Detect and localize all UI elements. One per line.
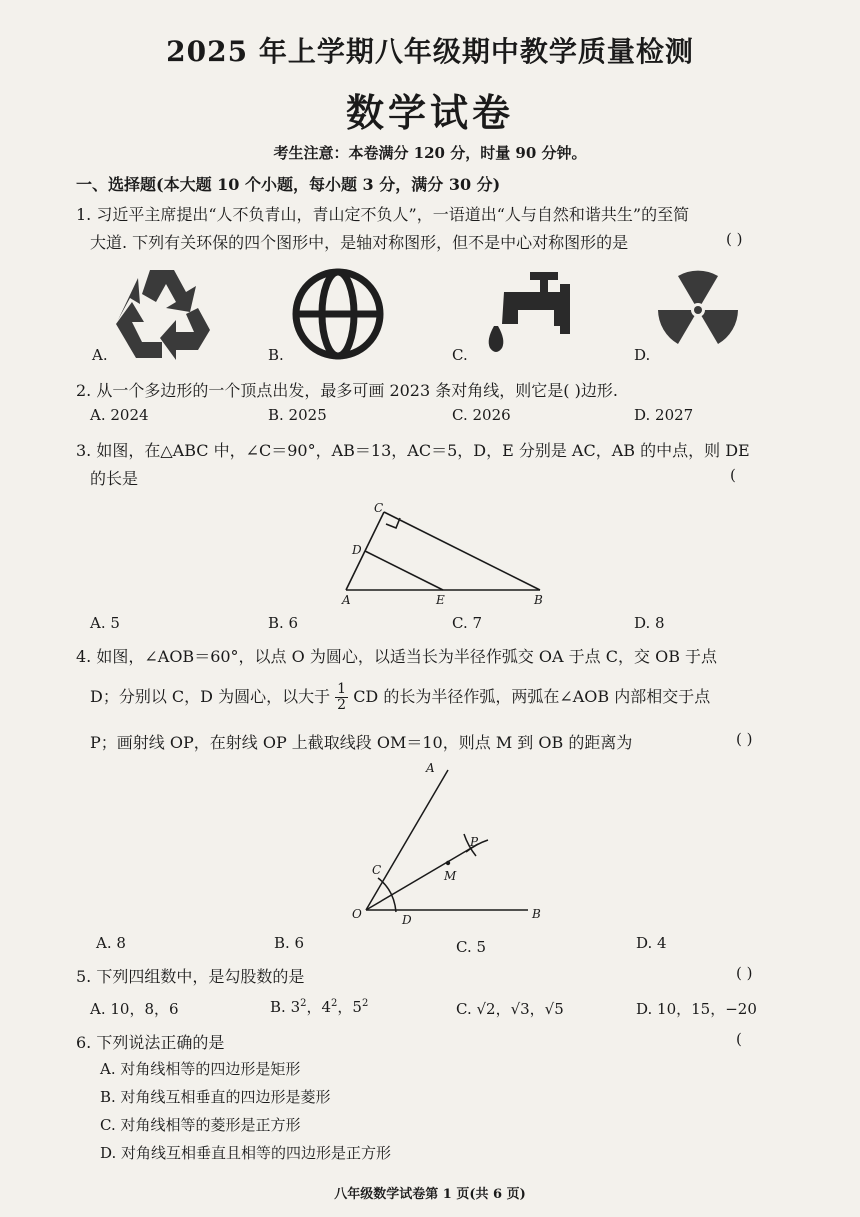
section-heading: 一、选择题(本大题 10 个小题，每小题 3 分，满分 30 分) — [76, 175, 501, 194]
exam-notice: 考生注意：本卷满分 120 分，时量 90 分钟。 — [273, 144, 587, 162]
angle-bisector-figure — [344, 760, 554, 930]
recycle-icon — [110, 262, 215, 362]
q4-option-d: D. 4 — [636, 934, 667, 952]
q2-stem: 2. 从一个多边形的一个顶点出发，最多可画 2023 条对角线，则它是( )边形. — [76, 381, 618, 400]
fraction-denominator: 2 — [337, 697, 347, 713]
q3-line1: 3. 如图，在△ABC 中，∠C＝90°，AB＝13，AC＝5，D，E 分别是 AC，AB 的中点，则 DE — [76, 441, 750, 460]
label-a: A — [426, 761, 435, 775]
q6-option-d: D. 对角线互相垂直且相等的四边形是正方形 — [100, 1144, 392, 1162]
q6-answer-paren: ( — [736, 1030, 742, 1048]
q3-option-d: D. 8 — [634, 614, 665, 632]
triangle-abc-figure — [336, 498, 556, 608]
exam-title: 2025 年上学期八年级期中教学质量检测 — [166, 35, 694, 68]
q2-option-b: B. 2025 — [268, 406, 327, 424]
q5-option-b-exp2: 2 — [331, 998, 338, 1009]
q6-option-a: A. 对角线相等的四边形是矩形 — [100, 1060, 301, 1078]
q6-option-b: B. 对角线互相垂直的四边形是菱形 — [100, 1088, 331, 1106]
label-e: E — [436, 593, 445, 607]
q5-stem: 5. 下列四组数中，是勾股数的是 — [76, 967, 305, 986]
label-d: D — [352, 543, 362, 557]
segment-de — [365, 551, 443, 590]
ray-oa — [366, 770, 448, 910]
ray-op — [366, 844, 478, 910]
page-footer: 八年级数学试卷第 1 页(共 6 页) — [334, 1187, 526, 1202]
q4-answer-paren: ( ) — [736, 730, 753, 748]
q4-line1: 4. 如图，∠AOB＝60°，以点 O 为圆心，以适当长为半径作弧交 OA 于点 C，交 OB 于点 — [76, 647, 718, 666]
q5-option-c: C. √2，√3，√5 — [456, 1000, 564, 1018]
q6-stem: 6. 下列说法正确的是 — [76, 1033, 225, 1052]
q5-answer-paren: ( ) — [736, 964, 753, 982]
label-b: B — [534, 593, 543, 607]
q3-option-c: C. 7 — [452, 614, 483, 632]
label-c: C — [374, 501, 384, 515]
q2-option-c: C. 2026 — [452, 406, 511, 424]
subject-title: 数学试卷 — [345, 90, 514, 135]
globe-icon — [290, 266, 386, 362]
q4-line3: P；画射线 OP，在射线 OP 上截取线段 OM＝10，则点 M 到 OB 的距离为 — [90, 733, 633, 752]
q5-option-b-exp1: 2 — [300, 998, 307, 1009]
q5-option-b-term3: ，5 — [337, 998, 362, 1016]
q5-option-b — [270, 996, 368, 1017]
q4-option-b: B. 6 — [274, 934, 305, 952]
label-p: P — [470, 835, 479, 849]
q4-line2 — [90, 682, 710, 713]
q5-option-a: A. 10，8，6 — [90, 1000, 179, 1018]
q1-option-d: D. — [634, 346, 651, 364]
point-m — [446, 861, 450, 865]
faucet-icon — [474, 268, 574, 358]
q1-line1: 1. 习近平主席提出“人不负青山，青山定不负人”，一语道出“人与自然和谐共生”的至简 — [76, 205, 690, 224]
q2-option-a: A. 2024 — [90, 406, 149, 424]
q1-answer-paren: ( ) — [726, 230, 743, 248]
q3-answer-paren: ( — [730, 466, 736, 484]
q5-option-b-exp3: 2 — [361, 998, 369, 1009]
q4-option-c: C. 5 — [456, 938, 487, 956]
q2-option-d: D. 2027 — [634, 406, 694, 424]
q3-option-b: B. 6 — [268, 614, 299, 632]
label-c: C — [372, 863, 382, 877]
q1-line2: 大道. 下列有关环保的四个图形中，是轴对称图形，但不是中心对称图形的是 — [90, 233, 629, 252]
radiation-icon — [650, 262, 746, 358]
q5-option-b-term2: ，4 — [306, 998, 332, 1016]
q5-option-b-prefix: B. — [270, 998, 291, 1016]
q5-option-d: D. 10，15，−20 — [636, 1000, 757, 1018]
fraction-numerator: 1 — [337, 681, 347, 697]
label-o: O — [352, 907, 362, 921]
q1-option-b: B. — [268, 346, 284, 364]
q5-option-b-term1: 3 — [290, 998, 301, 1016]
q6-option-c: C. 对角线相等的菱形是正方形 — [100, 1116, 301, 1134]
q3-line2: 的长是 — [90, 469, 139, 488]
label-a: A — [342, 593, 351, 607]
q1-option-a: A. — [92, 346, 108, 364]
fraction-one-half — [335, 682, 348, 713]
label-m: M — [444, 869, 457, 883]
q1-option-c: C. — [452, 346, 468, 364]
side-cb — [384, 512, 540, 590]
q4-option-a: A. 8 — [96, 934, 126, 952]
q4-line2-start: D；分别以 C，D 为圆心，以大于 — [90, 687, 331, 706]
q3-option-a: A. 5 — [90, 614, 120, 632]
q4-line2-end: CD 的长为半径作弧，两弧在∠AOB 内部相交于点 — [353, 687, 711, 706]
arc-cd — [378, 878, 396, 912]
label-d: D — [402, 913, 412, 927]
label-b: B — [532, 907, 541, 921]
